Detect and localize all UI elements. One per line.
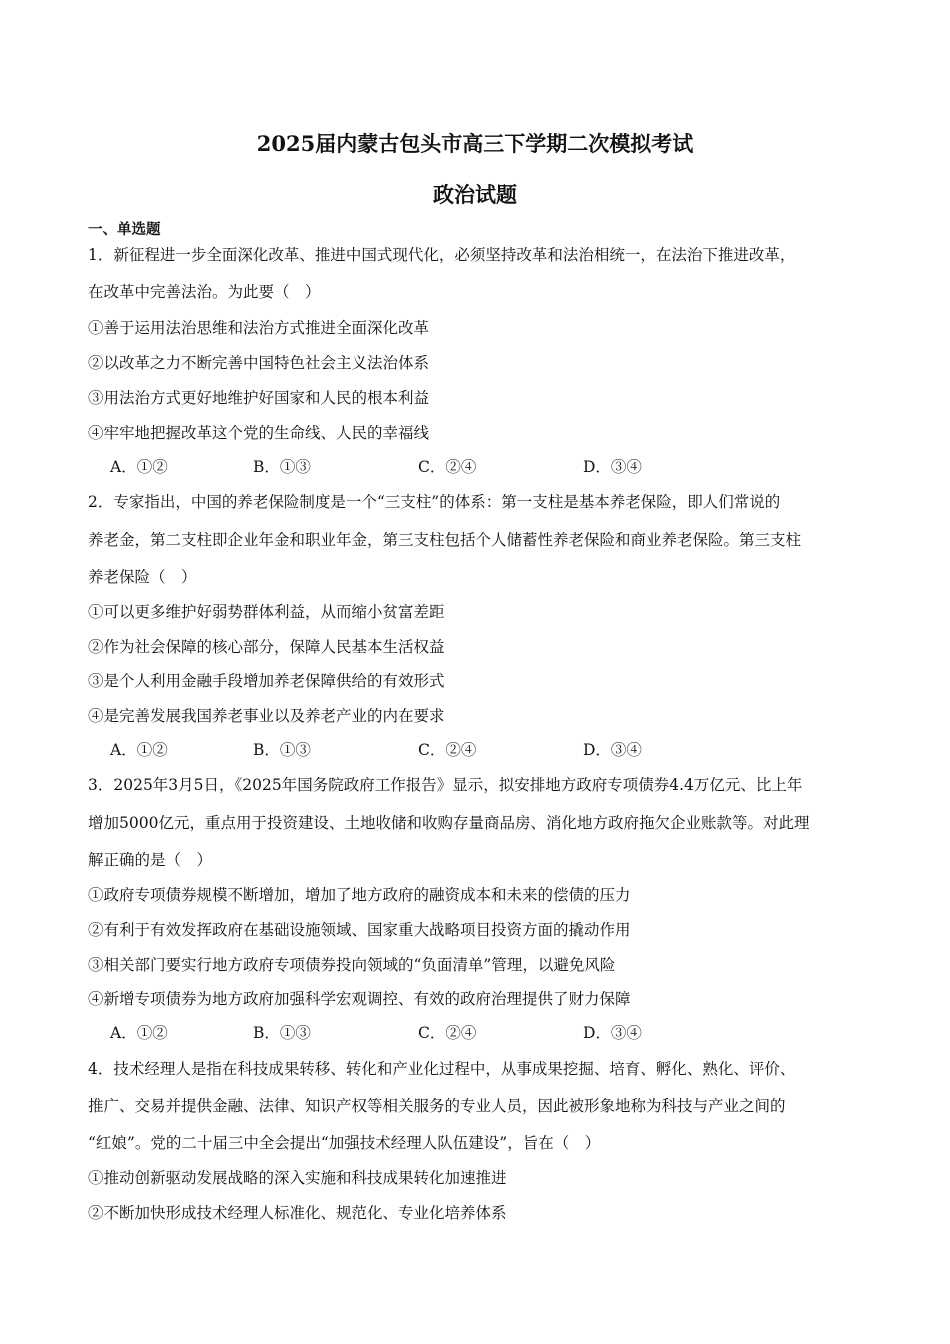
q4-stem-line-1: 4．技术经理人是指在科技成果转移、转化和产业化过程中，从事成果挖掘、培育、孵化、熟化、评价、 (88, 1060, 796, 1078)
q1-option-a: A．①② (110, 458, 168, 476)
q3-option-d: D．③④ (583, 1024, 642, 1042)
q3-item-1: ①政府专项债券规模不断增加，增加了地方政府的融资成本和未来的偿债的压力 (88, 886, 631, 904)
q4-stem-line-2: 推广、交易并提供金融、法律、知识产权等相关服务的专业人员，因此被形象地称为科技与产业之间的 (88, 1097, 786, 1115)
q2-item-4: ④是完善发展我国养老事业以及养老产业的内在要求 (88, 707, 445, 725)
q1-stem-line-2: 在改革中完善法治。为此要（ ） (88, 283, 321, 301)
q3-option-c: C．②④ (418, 1024, 477, 1042)
q2-option-d: D．③④ (583, 741, 642, 759)
exam-subtitle: 政治试题 (433, 182, 517, 207)
q3-option-b: B．①③ (253, 1024, 311, 1042)
q1-stem-line-1: 1．新征程进一步全面深化改革、推进中国式现代化，必须坚持改革和法治相统一，在法治下推进改革， (88, 246, 796, 264)
exam-title: 2025届内蒙古包头市高三下学期二次模拟考试 (256, 131, 694, 156)
q1-item-2: ②以改革之力不断完善中国特色社会主义法治体系 (88, 354, 430, 372)
q2-option-c: C．②④ (418, 741, 477, 759)
q3-item-2: ②有利于有效发挥政府在基础设施领域、国家重大战略项目投资方面的撬动作用 (88, 921, 631, 939)
q3-stem-line-2: 增加5000亿元，重点用于投资建设、土地收储和收购存量商品房、消化地方政府拖欠企业账款等。对此理 (88, 814, 810, 832)
q1-item-3: ③用法治方式更好地维护好国家和人民的根本利益 (88, 389, 430, 407)
q1-item-1: ①善于运用法治思维和法治方式推进全面深化改革 (88, 319, 430, 337)
q3-stem-line-3: 解正确的是（ ） (88, 851, 213, 869)
q2-option-b: B．①③ (253, 741, 311, 759)
q1-item-4: ④牢牢地把握改革这个党的生命线、人民的幸福线 (88, 424, 430, 442)
q4-item-2: ②不断加快形成技术经理人标准化、规范化、专业化培养体系 (88, 1204, 507, 1222)
section-heading: 一、单选题 (88, 221, 161, 238)
q4-stem-line-3: “红娘”。党的二十届三中全会提出“加强技术经理人队伍建设”，旨在（ ） (88, 1134, 601, 1152)
q2-option-a: A．①② (110, 741, 168, 759)
q1-option-d: D．③④ (583, 458, 642, 476)
q2-stem-line-2: 养老金，第二支柱即企业年金和职业年金，第三支柱包括个人储蓄性养老保险和商业养老保险。第三支柱 (88, 531, 802, 549)
q3-stem-line-1: 3．2025年3月5日，《2025年国务院政府工作报告》显示，拟安排地方政府专项债券4.4万亿元、比上年 (88, 776, 803, 794)
q2-item-3: ③是个人利用金融手段增加养老保障供给的有效形式 (88, 672, 445, 690)
q3-option-a: A．①② (110, 1024, 168, 1042)
q2-stem-line-3: 养老保险（ ） (88, 568, 197, 586)
q3-item-3: ③相关部门要实行地方政府专项债券投向领域的“负面清单”管理，以避免风险 (88, 956, 616, 974)
q2-stem-line-1: 2．专家指出，中国的养老保险制度是一个“三支柱”的体系：第一支柱是基本养老保险，即人们常说的 (88, 493, 781, 511)
q1-option-c: C．②④ (418, 458, 477, 476)
q2-item-1: ①可以更多维护好弱势群体利益，从而缩小贫富差距 (88, 603, 445, 621)
q4-item-1: ①推动创新驱动发展战略的深入实施和科技成果转化加速推进 (88, 1169, 507, 1187)
q1-option-b: B．①③ (253, 458, 311, 476)
q3-item-4: ④新增专项债券为地方政府加强科学宏观调控、有效的政府治理提供了财力保障 (88, 990, 631, 1008)
q2-item-2: ②作为社会保障的核心部分，保障人民基本生活权益 (88, 638, 445, 656)
